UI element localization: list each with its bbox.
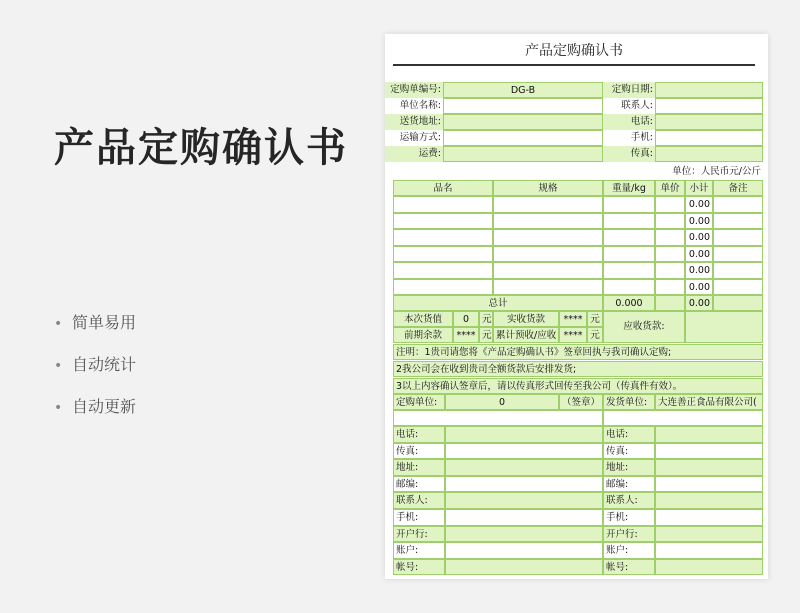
table-cell[interactable]: [393, 196, 493, 213]
seller-field-label: 电话:: [603, 426, 655, 443]
buyer-field-value[interactable]: [445, 492, 603, 509]
seller-field-value[interactable]: [655, 526, 763, 543]
table-cell[interactable]: [393, 246, 493, 263]
unit-name-label: 单位名称:: [399, 100, 441, 111]
phone-label: 电话:: [603, 114, 655, 130]
freight-label: 运费:: [385, 146, 443, 162]
table-cell[interactable]: [603, 213, 655, 230]
fax-value[interactable]: [655, 146, 763, 162]
order-no-value[interactable]: DG-B: [443, 82, 603, 98]
table-cell[interactable]: [603, 196, 655, 213]
table-cell[interactable]: [493, 246, 603, 263]
mobile-label: 手机:: [630, 132, 653, 143]
seller-field-value[interactable]: [655, 476, 763, 493]
col-header-spec: 规格: [493, 180, 603, 196]
table-cell[interactable]: [493, 229, 603, 246]
table-cell[interactable]: [655, 262, 685, 279]
seller-field-value[interactable]: [655, 509, 763, 526]
seller-field-label: 账户:: [603, 542, 655, 559]
seller-field-label: 联系人:: [603, 492, 655, 509]
seller-field-label: 地址:: [603, 459, 655, 476]
row-subtotal: 0.00: [685, 229, 713, 246]
col-header-price: 单价: [655, 180, 685, 196]
phone-value[interactable]: [655, 114, 763, 130]
buyer-field-value[interactable]: [445, 509, 603, 526]
seller-field-value[interactable]: [655, 459, 763, 476]
table-cell[interactable]: [655, 196, 685, 213]
row-subtotal: 0.00: [685, 246, 713, 263]
feature-list: [54, 311, 136, 437]
seller-field-value[interactable]: [655, 443, 763, 460]
order-date-label: 定购日期:: [603, 82, 655, 98]
contact-value[interactable]: [655, 98, 763, 114]
buyer-field-value[interactable]: [445, 559, 603, 576]
current-goods-label: 本次货值: [393, 311, 453, 327]
cumulative-value: ****: [559, 327, 587, 343]
bullet-icon: •: [54, 316, 63, 332]
total-price: [655, 295, 685, 311]
seller-field-label: 帐号:: [603, 559, 655, 576]
seller-field-label: 开户行:: [603, 526, 655, 543]
buyer-field-label: 电话:: [393, 426, 445, 443]
order-sheet: [385, 34, 768, 579]
delivery-addr-label: 送货地址:: [385, 114, 443, 130]
currency-unit: 元: [479, 311, 493, 327]
col-header-remark: 备注: [713, 180, 763, 196]
seller-field-value[interactable]: [655, 492, 763, 509]
buyer-field-label: 帐号:: [393, 559, 445, 576]
table-cell[interactable]: [603, 229, 655, 246]
col-header-name: 品名: [393, 180, 493, 196]
bullet-icon: •: [54, 400, 63, 416]
transport-value[interactable]: [443, 130, 603, 146]
buyer-field-value[interactable]: [445, 526, 603, 543]
currency-unit: 元: [587, 311, 603, 327]
buyer-field-label: 传真:: [393, 443, 445, 460]
buyer-field-value[interactable]: [445, 443, 603, 460]
feature-label: 简单易用: [72, 313, 137, 332]
buyer-field-label: 邮编:: [393, 476, 445, 493]
table-cell[interactable]: [655, 229, 685, 246]
seller-field-label: 传真:: [603, 443, 655, 460]
buyer-value[interactable]: 0: [445, 394, 559, 410]
seller-field-value[interactable]: [655, 559, 763, 576]
row-subtotal: 0.00: [685, 279, 713, 296]
table-cell[interactable]: [393, 213, 493, 230]
table-cell[interactable]: [493, 213, 603, 230]
table-cell[interactable]: [713, 262, 763, 279]
table-cell[interactable]: [655, 279, 685, 296]
table-cell[interactable]: [493, 279, 603, 296]
table-cell[interactable]: [603, 262, 655, 279]
note-line: 2我公司会在收到贵司全额货款后安排发货;: [393, 361, 763, 377]
col-header-weight: 重量/kg: [603, 180, 655, 196]
table-cell[interactable]: [393, 279, 493, 296]
table-cell[interactable]: [713, 229, 763, 246]
buyer-field-label: 账户:: [393, 542, 445, 559]
feature-item: [54, 353, 136, 395]
table-cell[interactable]: [655, 213, 685, 230]
current-goods-value: 0: [453, 311, 479, 327]
row-subtotal: 0.00: [685, 213, 713, 230]
table-cell[interactable]: [713, 213, 763, 230]
bullet-icon: •: [54, 358, 63, 374]
seller-field-label: 邮编:: [603, 476, 655, 493]
table-cell[interactable]: [493, 196, 603, 213]
transport-label: 运输方式:: [399, 132, 441, 143]
seller-value: 大连善正食品有限公司(: [655, 394, 763, 410]
prev-balance-label: 前期余款: [393, 327, 453, 343]
cumulative-label: 累计预收/应收: [493, 327, 559, 343]
table-cell[interactable]: [603, 279, 655, 296]
note-line: 注明：1贵司请您将《产品定购确认书》签章回执与我司确认定购;: [393, 344, 763, 360]
seller-field-label: 手机:: [603, 509, 655, 526]
table-cell[interactable]: [713, 246, 763, 263]
row-subtotal: 0.00: [685, 196, 713, 213]
total-label: 总计: [393, 295, 603, 311]
table-cell[interactable]: [393, 262, 493, 279]
currency-unit: 元: [587, 327, 603, 343]
paid-label: 实收货款: [493, 311, 559, 327]
feature-label: 自动更新: [72, 397, 137, 416]
contact-label: 联系人:: [621, 100, 653, 111]
feature-label: 自动统计: [72, 355, 137, 374]
note-line: 3以上内容确认签章后，请以传真形式回传至我公司（传真件有效）。: [393, 378, 763, 394]
buyer-field-label: 联系人:: [393, 492, 445, 509]
doc-title: 产品定购确认书: [393, 38, 755, 66]
table-cell[interactable]: [655, 246, 685, 263]
buyer-field-value[interactable]: [445, 542, 603, 559]
seller-blank: [603, 410, 763, 426]
order-date-value[interactable]: [655, 82, 763, 98]
buyer-field-value[interactable]: [445, 476, 603, 493]
unit-name-value[interactable]: [443, 98, 603, 114]
fax-label: 传真:: [603, 146, 655, 162]
unit-note: 单位：人民币元/公斤: [672, 166, 761, 177]
buyer-field-label: 地址:: [393, 459, 445, 476]
seller-field-value[interactable]: [655, 542, 763, 559]
col-header-subtotal: 小计: [685, 180, 713, 196]
seal-label: （签章）: [559, 394, 603, 410]
table-cell[interactable]: [493, 262, 603, 279]
table-cell[interactable]: [713, 196, 763, 213]
freight-value[interactable]: [443, 146, 603, 162]
buyer-field-label: 开户行:: [393, 526, 445, 543]
table-cell[interactable]: [393, 229, 493, 246]
paid-value: ****: [559, 311, 587, 327]
delivery-addr-value[interactable]: [443, 114, 603, 130]
feature-item: [54, 395, 136, 437]
seller-field-value[interactable]: [655, 426, 763, 443]
row-subtotal: 0.00: [685, 262, 713, 279]
buyer-field-label: 手机:: [393, 509, 445, 526]
buyer-field-value[interactable]: [445, 426, 603, 443]
feature-item: [54, 311, 136, 353]
buyer-blank: [393, 410, 603, 426]
table-cell[interactable]: [603, 246, 655, 263]
currency-unit: 元: [479, 327, 493, 343]
mobile-value[interactable]: [655, 130, 763, 146]
seller-label: 发货单位:: [603, 394, 655, 410]
total-weight: 0.000: [603, 295, 655, 311]
table-cell[interactable]: [713, 279, 763, 296]
hero-title: 产品定购确认书: [54, 125, 348, 171]
total-remark: [713, 295, 763, 311]
prev-balance-value: ****: [453, 327, 479, 343]
buyer-field-value[interactable]: [445, 459, 603, 476]
total-subtotal: 0.00: [685, 295, 713, 311]
receivable-value: [685, 311, 763, 343]
receivable-label: 应收货款:: [603, 311, 685, 343]
buyer-label: 定购单位:: [393, 394, 445, 410]
order-no-label: 定购单编号:: [385, 82, 443, 98]
